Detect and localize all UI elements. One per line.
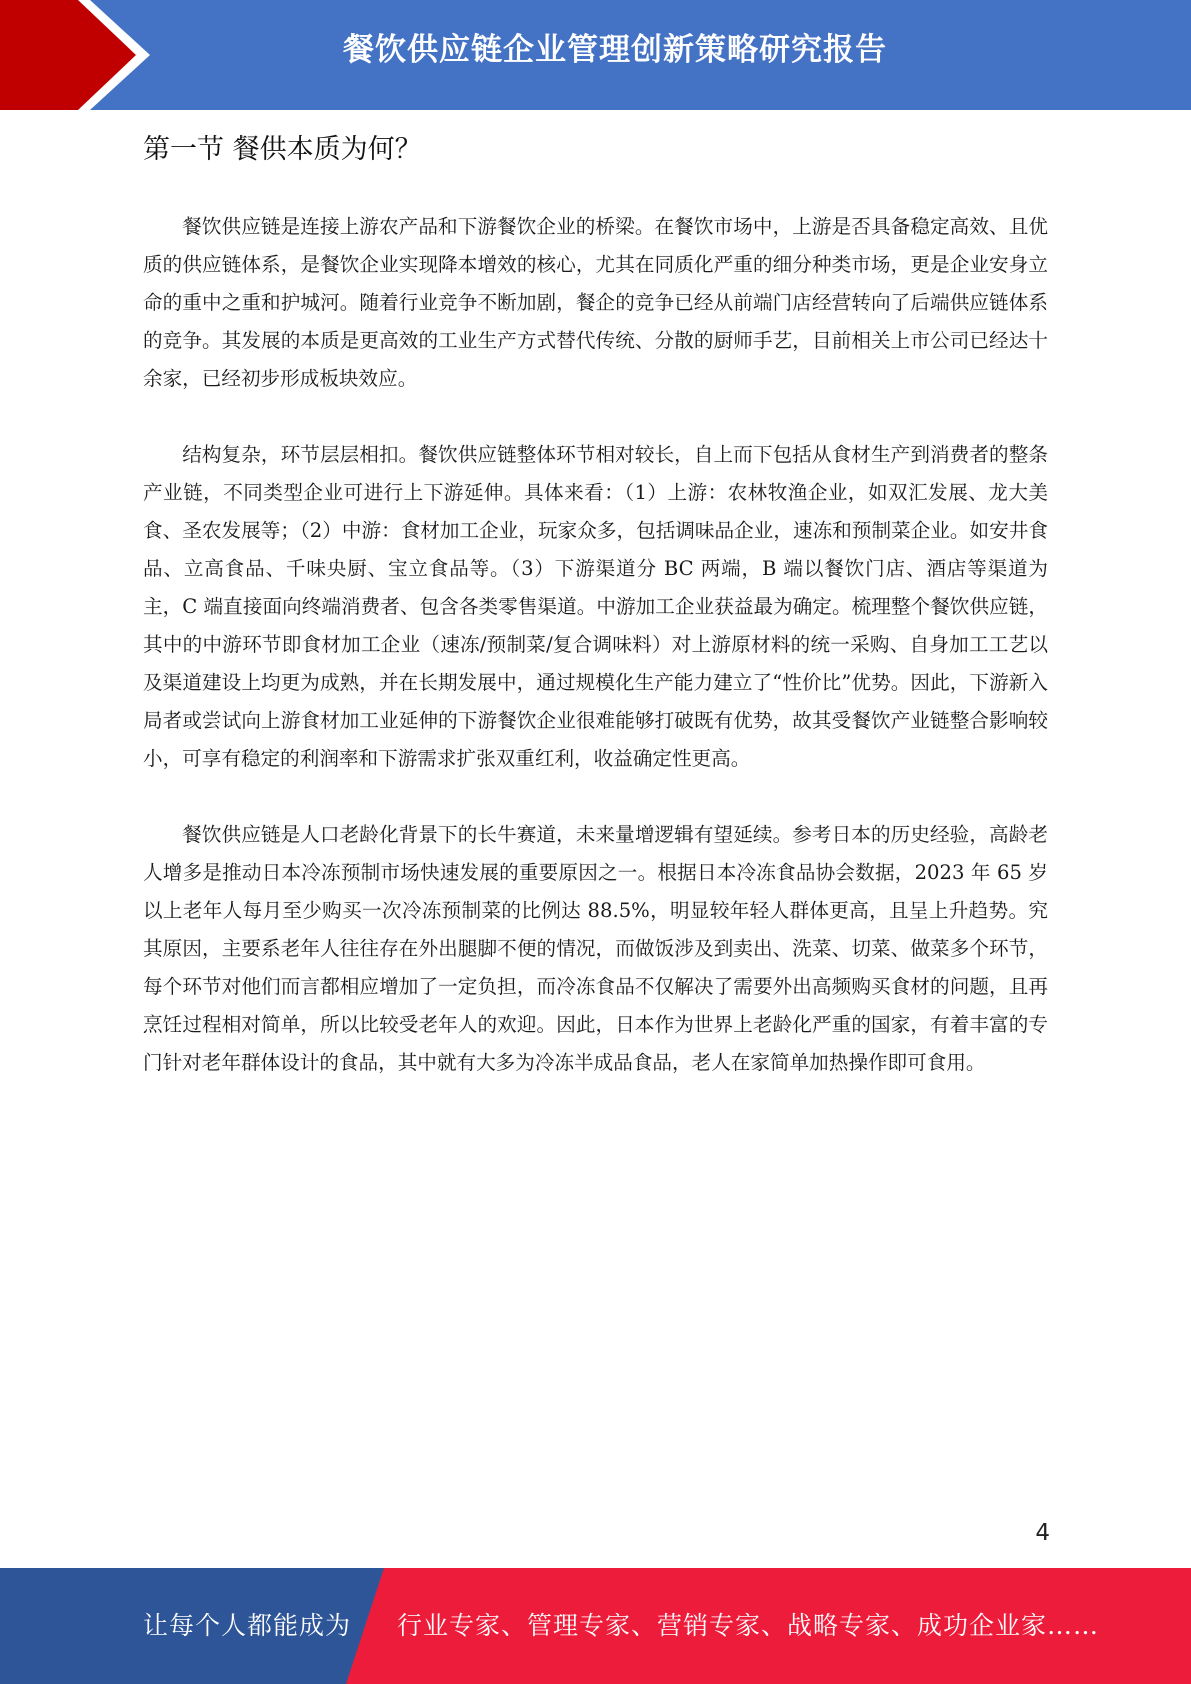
page-header	[0, 0, 1191, 110]
paragraph: 餐饮供应链是人口老龄化背景下的长牛赛道，未来量增逻辑有望延续。参考日本的历史经验，高龄老人增多是推动日本冷冻预制市场快速发展的重要原因之一。根据日本冷冻食品协会数据，2023 年 65 岁以上老年人每月至少购买一次冷冻预制菜的比例达 88.5%，明显较年轻人群体更高，且呈上升趋势。究其原因，主要系老年人往往存在外出腿脚不便的情况，而做饭涉及到卖出、洗菜、切菜、做菜多个环节，每个环节对他们而言都相应增加了一定负担，而冷冻食品不仅解决了需要外出高频购买食材的问题，且再烹饪过程相对简单，所以比较受老年人的欢迎。因此，日本作为世界上老龄化严重的国家，有着丰富的专门针对老年群体设计的食品，其中就有大多为冷冻半成品食品，老人在家简单加热操作即可食用。	[143, 823, 1048, 1074]
paragraph: 结构复杂，环节层层相扣。餐饮供应链整体环节相对较长，自上而下包括从食材生产到消费者的整条产业链，不同类型企业可进行上下游延伸。具体来看：（1）上游：农林牧渔企业，如双汇发展、龙大美食、圣农发展等；（2）中游：食材加工企业，玩家众多，包括调味品企业，速冻和预制菜企业。如安井食品、立高食品、千味央厨、宝立食品等。（3）下游渠道分 BC 两端，B 端以餐饮门店、酒店等渠道为主，C 端直接面向终端消费者、包含各类零售渠道。中游加工企业获益最为确定。梳理整个餐饮供应链，其中的中游环节即食材加工企业（速冻/预制菜/复合调味料）对上游原材料的统一采购、自身加工工艺以及渠道建设上均更为成熟，并在长期发展中，通过规模化生产能力建立了“性价比”优势。因此，下游新入局者或尝试向上游食材加工业延伸的下游餐饮企业很难能够打破既有优势，故其受餐饮产业链整合影响较小，可享有稳定的利润率和下游需求扩张双重红利，收益确定性更高。	[143, 443, 1049, 770]
paragraph: 餐饮供应链是连接上游农产品和下游餐饮企业的桥梁。在餐饮市场中，上游是否具备稳定高效、且优质的供应链体系，是餐饮企业实现降本增效的核心，尤其在同质化严重的细分种类市场，更是企业安身立命的重中之重和护城河。随着行业竞争不断加剧，餐企的竞争已经从前端门店经营转向了后端供应链体系的竞争。其发展的本质是更高效的工业生产方式替代传统、分散的厨师手艺，目前相关上市公司已经达十余家，已经初步形成板块效应。	[143, 215, 1048, 390]
footer-slogan-right: 行业专家、管理专家、营销专家、战略专家、成功企业家……	[397, 1611, 1100, 1640]
report-title: 餐饮供应链企业管理创新策略研究报告	[343, 32, 887, 68]
page-number: 4	[1035, 1520, 1050, 1546]
main-content	[143, 128, 1048, 1082]
footer-slogan-left: 让每个人都能成为	[143, 1611, 352, 1640]
section-title: 第一节 餐供本质为何？	[143, 134, 422, 165]
page-footer	[0, 1568, 1191, 1684]
